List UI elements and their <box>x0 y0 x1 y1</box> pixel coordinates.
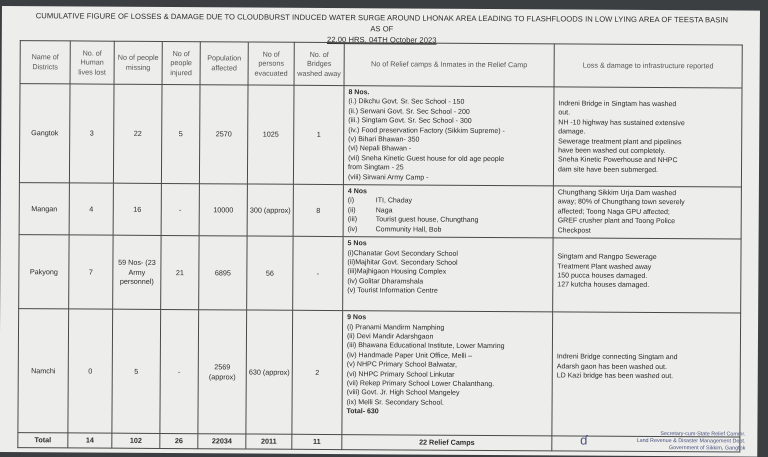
camp-line: (vii) Sneha Kinetic Guest house for old age people <box>348 154 505 163</box>
camp-line: (vi) NHPC Primary School Linkutar <box>346 370 455 379</box>
total-evacuated: 2011 <box>246 434 292 449</box>
total-relief-camps: 22 Relief Camps <box>342 435 552 451</box>
evacuated-cell: 630 (approx) <box>246 310 293 434</box>
document-page <box>0 6 760 457</box>
camp-number: (i) <box>347 197 355 205</box>
bridges-cell: 2 <box>292 310 343 434</box>
total-injured: 26 <box>160 434 198 449</box>
relief-camps-cell <box>343 237 553 312</box>
camp-name: ITI, Chaday <box>375 197 413 205</box>
affected-cell: 2569 (approx) <box>198 310 247 434</box>
district-cell: Pakyong <box>19 235 69 309</box>
camp-line: (v) NHPC Primary School Balwatar, <box>346 361 457 369</box>
bridges-cell: - <box>293 236 343 310</box>
missing-cell: 59 Nos- (23 Army personnel) <box>113 235 161 309</box>
camp-name: Naga <box>375 207 393 215</box>
injured-cell: 21 <box>161 236 199 310</box>
loss-line: damage. <box>558 128 586 136</box>
camp-line: from Singtam - 25 <box>347 164 404 172</box>
camp-line: 4 Nos <box>347 188 367 196</box>
camp-line: Total- 630 <box>346 408 379 416</box>
official-stamp <box>605 431 745 453</box>
stamp-line: Land Revenue & Disaster Management Dept. <box>636 437 746 445</box>
camp-line: (i) Pranami Mandirm Namphing <box>347 323 445 332</box>
infrastructure-loss-cell <box>553 238 741 313</box>
injured-cell: 5 <box>161 84 200 183</box>
infrastructure-loss-cell <box>553 87 742 187</box>
loss-line: Chungthang Sikkim Urja Dam washed <box>557 189 677 198</box>
camp-line: (ii.) Serwani Govt. Sr. Sec School - 200 <box>348 107 470 116</box>
missing-cell: 16 <box>113 183 161 235</box>
table-row <box>19 235 741 313</box>
camp-line: (iv) Golitar Dharamshala <box>347 277 424 286</box>
camp-line: (ii)Majhitar Govt. Secondary School <box>347 259 458 267</box>
affected-cell: 6895 <box>199 236 247 310</box>
total-lives-lost: 14 <box>68 433 112 448</box>
relief-camps-cell <box>343 86 554 186</box>
camp-line: 9 Nos <box>347 314 367 322</box>
camp-name: Tourist guest house, Chungthang <box>375 216 479 225</box>
losses-table <box>17 40 742 453</box>
header-cell: No. of Human lives lost <box>70 41 114 84</box>
camp-number: (ii) <box>347 206 356 215</box>
loss-line: dam site have been submerged. <box>557 166 659 174</box>
lives-lost-cell: 0 <box>68 309 113 433</box>
affected-cell: 2570 <box>199 85 248 184</box>
missing-cell: 22 <box>113 84 162 183</box>
injured-cell: - <box>160 310 199 434</box>
camp-line: (v) Bihari Bhawan- 350 <box>348 136 420 144</box>
loss-line: Indreni Bridge in Singtam has washed <box>558 100 677 109</box>
header-cell: No of people injured <box>162 41 200 84</box>
camp-number: (iii) <box>347 216 358 224</box>
camp-line: (v) Tourist Information Centre <box>347 287 438 295</box>
camp-line: (iv) Handmade Paper Unit Office, Melli – <box>346 351 473 360</box>
table-row <box>19 183 741 239</box>
loss-line: 127 kutcha houses damaged. <box>557 281 650 290</box>
infrastructure-loss-cell <box>553 186 741 239</box>
camp-line: (viii) Sirwani Army Camp - <box>347 173 429 182</box>
loss-line: affected; Toong Naga GPU affected; <box>557 208 670 216</box>
district-cell: Gangtok <box>19 84 70 183</box>
header-cell: Population affected <box>200 42 248 85</box>
injured-cell: - <box>161 184 199 236</box>
camp-number: (iv) <box>347 225 358 233</box>
signature-mark: ɗ <box>580 432 588 448</box>
camp-line <box>348 225 549 236</box>
camp-line: (viii) Govt. Jr. High School Mangeley <box>346 389 460 398</box>
loss-line: 150 pucca houses damaged. <box>557 272 648 280</box>
total-label: Total <box>18 433 68 448</box>
missing-cell: 5 <box>112 309 161 433</box>
evacuated-cell: 300 (approx) <box>247 184 293 236</box>
stamp-line: Government of Sikkim, Gangtok <box>668 445 746 452</box>
infrastructure-loss-cell <box>552 312 741 437</box>
header-cell: No of people missing <box>114 41 162 84</box>
camp-line: (iii.) Singtam Govt. Sr. Sec School - 300 <box>348 117 472 126</box>
total-bridges: 11 <box>292 434 342 449</box>
table-row <box>18 309 741 437</box>
camp-line: (i.) Dikchu Govt. Sr. Sec School - 150 <box>348 98 465 107</box>
evacuated-cell: 56 <box>247 236 293 310</box>
loss-line: Singtam and Rangpo Sewerage <box>557 253 657 262</box>
header-cell: No of persons evacuated <box>248 42 294 85</box>
loss-line: GREF crusher plant and Toong Police <box>557 217 676 226</box>
camp-line: (i)Chanatar Govt Secondary School <box>347 249 459 258</box>
evacuated-cell: 1025 <box>247 85 294 184</box>
lives-lost-cell: 7 <box>69 235 113 309</box>
header-row <box>20 41 742 88</box>
relief-camps-cell <box>342 311 553 436</box>
camp-line: (iv.) Food preservation Factory (Sikkim Supreme) - <box>348 126 505 135</box>
title-line-1: CUMULATIVE FIGURE OF LOSSES & DAMAGE DUE TO CLOUDBURST INDUCED WATER SURGE AROUND LHONAK AREA LEADING TO FLASHFLOODS IN LOW LYING AREA OF TEESTA BASIN AS OF <box>35 11 729 34</box>
header-cell: No. of Bridges washed away <box>294 42 344 85</box>
loss-line: out. <box>558 109 571 117</box>
relief-camps-cell <box>343 185 553 238</box>
header-cell: Name of Districts <box>20 41 70 84</box>
loss-line: Indreni Bridge connecting Singtam and <box>556 353 678 362</box>
loss-line: Sewerage treatment plant and pipelines <box>558 138 682 146</box>
district-cell: Mangan <box>19 183 69 235</box>
loss-line: LD Kazi bridge has been washed out. <box>556 372 674 381</box>
loss-line: away; 80% of Chungthang town severely <box>557 198 685 207</box>
district-cell: Namchi <box>18 309 69 433</box>
camp-line: (iii) Bhawana Educational Institute, Lower Mamring <box>346 342 505 351</box>
camp-line: (ii) Devi Mandir Adarshgaon <box>346 333 434 341</box>
loss-line: Checkpost <box>557 227 591 235</box>
total-affected: 22034 <box>198 434 246 449</box>
camp-line: (vii) Rekep Primary School Lower Chalanthang. <box>346 380 495 388</box>
header-cell: No of Relief camps & Inmates in the Relief Camp <box>344 43 554 87</box>
bridges-cell: 8 <box>293 184 343 236</box>
lives-lost-cell: 3 <box>69 84 114 183</box>
camp-line: (iii)Majhigaon Housing Complex <box>347 268 447 277</box>
total-missing: 102 <box>112 433 160 448</box>
loss-line: have been washed out completely. <box>558 147 666 156</box>
title-line-2: 22.00 HRS, 04TH October 2023 <box>327 34 437 45</box>
loss-line: Treatment Plant washed away <box>557 262 652 271</box>
camp-line: 8 Nos. <box>348 89 370 97</box>
loss-line: Sneha Kinetic Powerhouse and NHPC <box>558 156 678 165</box>
camp-line: (vi) Nepali Bhawan - <box>348 145 412 153</box>
affected-cell: 10000 <box>199 184 247 236</box>
loss-line: Adarsh gaon has been washed out. <box>556 362 667 371</box>
stamp-line: Secretary-cum-State Relief Commr. <box>660 431 746 438</box>
camp-name: Community Hall, Bob <box>375 225 442 234</box>
loss-line: NH -10 highway has sustained extensive <box>558 119 685 127</box>
table-row <box>19 84 742 187</box>
camp-line: 5 Nos <box>347 240 367 248</box>
header-cell: Loss & damage to infrastructure reported <box>554 44 742 88</box>
bridges-cell: 1 <box>293 85 344 184</box>
camp-line: (ix) Melli Sr. Secondary School. <box>346 398 444 407</box>
lives-lost-cell: 4 <box>69 183 113 235</box>
